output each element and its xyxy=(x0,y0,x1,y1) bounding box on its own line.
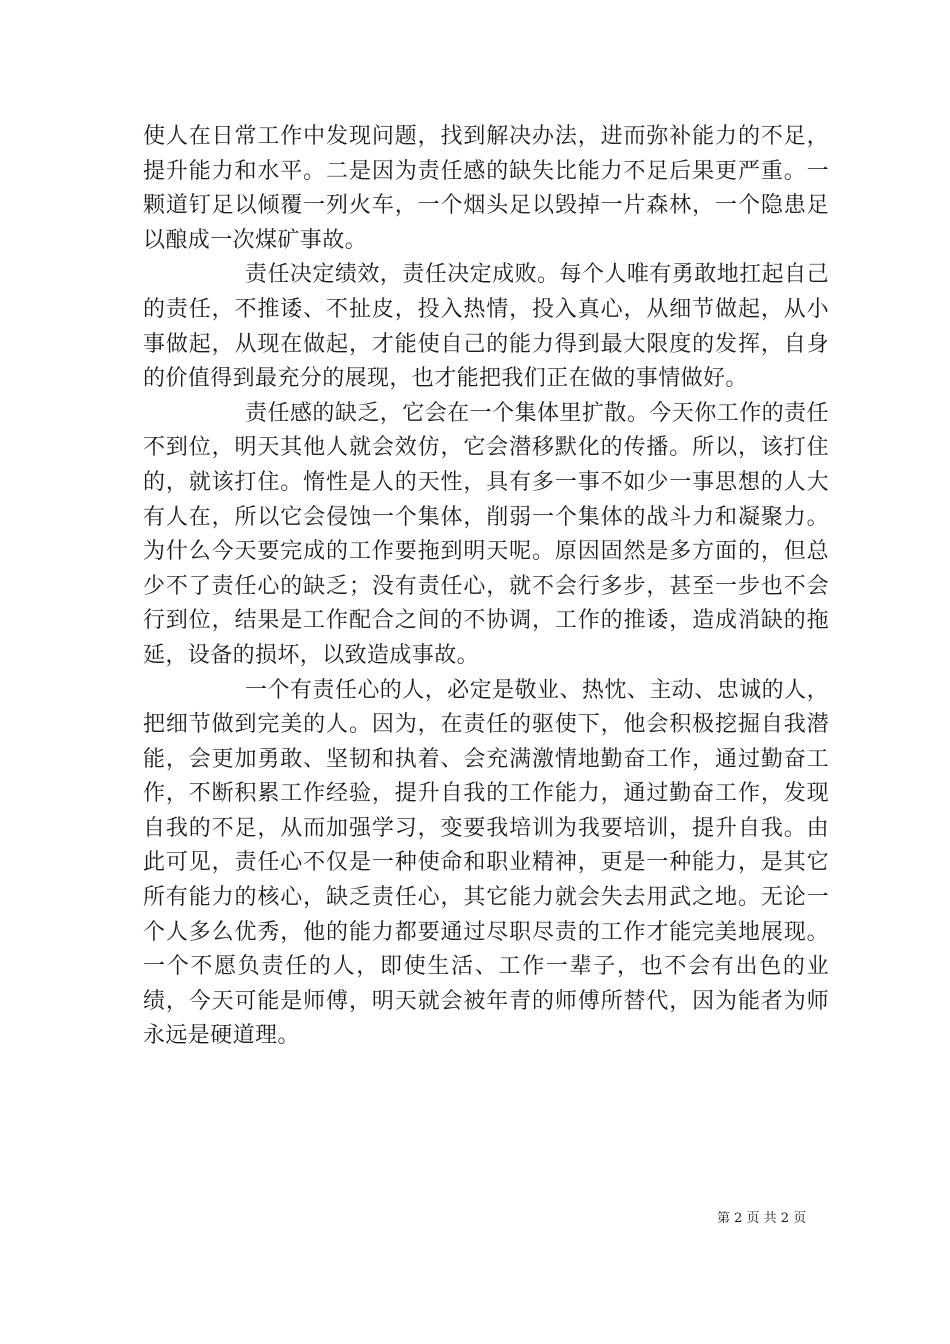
paragraph-continuation: 使人在日常工作中发现问题，找到解决办法，进而弥补能力的不足，提升能力和水平。二是因为责任感的缺失比能力不足后果更严重。一颗道钉足以倾覆一列火车，一个烟头足以毁掉一片森林，一个隐患足以酿成一次煤矿事故。 xyxy=(143,124,829,253)
paragraph-lack-of-responsibility: 责任感的缺乏，它会在一个集体里扩散。今天你工作的责任不到位，明天其他人就会效仿，它会潜移默化的传播。所以，该打住的，就该打住。惰性是人的天性，具有多一事不如少一事思想的人大有人在，所以它会侵蚀一个集体，削弱一个集体的战斗力和凝聚力。为什么今天要完成的工作要拖到明天呢。原因固然是多方面的，但总少不了责任心的缺乏；没有责任心，就不会行多步，甚至一步也不会行到位，结果是工作配合之间的不协调，工作的推诿，造成消缺的拖延，设备的损坏，以致造成事故。 xyxy=(143,400,829,668)
paragraph-responsible-person: 一个有责任心的人，必定是敬业、热忱、主动、忠诚的人，把细节做到完美的人。因为，在责任的驱使下，他会积极挖掘自我潜能，会更加勇敢、坚韧和执着、会充满激情地勤奋工作，通过勤奋工作，不断积累工作经验，提升自我的工作能力，通过勤奋工作，发现自我的不足，从而加强学习，变要我培训为我要培训，提升自我。由此可见，责任心不仅是一种使命和职业精神，更是一种能力，是其它所有能力的核心，缺乏责任心，其它能力就会失去用武之地。无论一个人多么优秀，他的能力都要通过尽职尽责的工作才能完美地展现。一个不愿负责任的人，即使生活、工作一辈子，也不会有出色的业绩，今天可能是师傅，明天就会被年青的师傅所替代，因为能者为师永远是硬道理。 xyxy=(143,677,829,1049)
document-body xyxy=(143,120,829,1054)
paragraph-responsibility-performance: 责任决定绩效，责任决定成败。每个人唯有勇敢地扛起自己的责任，不推诿、不扯皮，投入热情，投入真心，从细节做起，从小事做起，从现在做起，才能使自己的能力得到最大限度的发挥，自身的价值得到最充分的展现，也才能把我们正在做的事情做好。 xyxy=(143,262,829,392)
page-number-footer: 第 2 页 共 2 页 xyxy=(717,1211,807,1226)
